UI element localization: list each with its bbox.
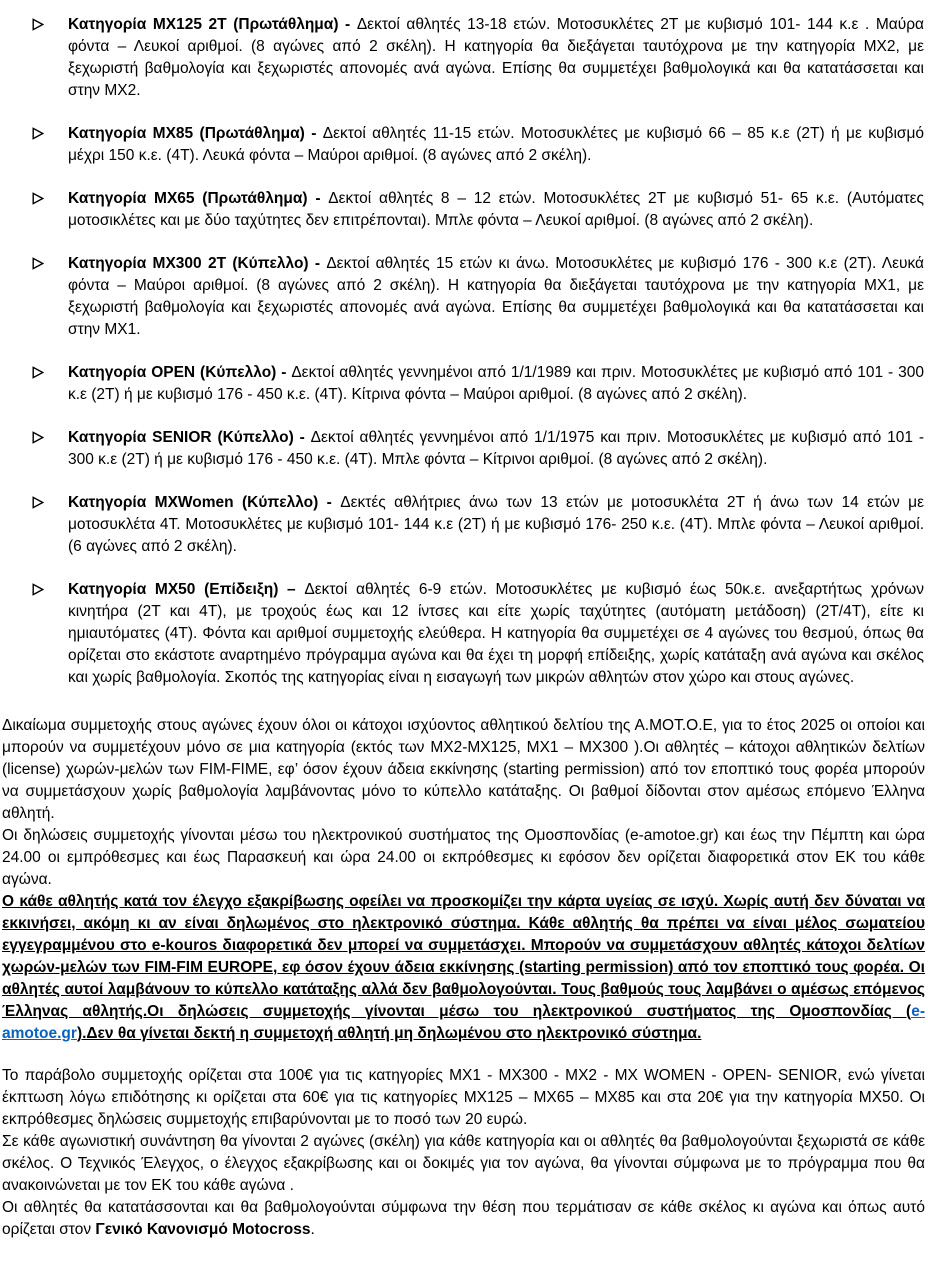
paragraph-classification [2,1197,925,1241]
arrow-bullet-icon [32,583,44,596]
paragraph-declarations: Οι δηλώσεις συμμετοχής γίνονται μέσω του ηλεκτρονικού συστήματος της Ομοσπονδίας (e-amotoe.gr) και έως την Πέμπτη και ώρα 24.00 οι εμπρόθεσμες και έως Παρασκευή και ώρα 24.00 οι εκπρόθεσμες κι εφόσον δεν ορίζεται διαφορετικά στον ΕΚ του κάθε αγώνα. [2,827,925,888]
classification-text: Οι αθλητές θα κατατάσσονται και θα βαθμολογούνται σύμφωνα την θέση που τερμάτισαν σε κάθε σκέλος κι αγώνα και όπως αυτό ορίζεται στον [2,1199,925,1238]
category-text: Δεκτοί αθλητές γεννημένοι από 1/1/1975 και πριν. Μοτοσυκλέτες με κυβισμό από 101 - 300 κ.ε (2Τ) ή με κυβισμό 176 - 450 κ.ε. (4Τ). Μπλε φόντα – Κίτρινοι αριθμοί. (8 αγώνες από 2 σκέλη). [68,429,924,468]
paragraph-race-format: Σε κάθε αγωνιστική συνάντηση θα γίνονται 2 αγώνες (σκέλη) για κάθε κατηγορία και οι αθλητές θα βαθμολογούνται ξεχωριστά σε κάθε σκέλος. Ο Τεχνικός Έλεγχος, ο έλεγχος εξακρίβωσης και οι δοκιμές για τον αγώνα, θα γίνονται σύμφωνα με το πρόγραμμα που θα ανακοινώνεται με τον ΕΚ του κάθε αγώνα . [2,1133,925,1194]
arrow-bullet-icon [32,192,44,205]
category-item-mx65 [2,188,925,232]
category-item-open [2,362,925,406]
health-card-text-after: ).Δεν θα γίνεται δεκτή η συμμετοχή αθλητή μη δηλωμένου στο ηλεκτρονικό σύστημα. [76,1025,702,1042]
category-title: Κατηγορία MX65 (Πρωτάθλημα) - [68,190,329,207]
category-text: Δεκτές αθλήτριες άνω των 13 ετών με μοτοσυκλέτα 2T ή άνω των 14 ετών με μοτοσυκλέτα 4T. Μοτοσυκλέτες με κυβισμό 101- 144 κ.ε (2Τ) ή με κυβισμό 176- 250 κ.ε. (4Τ). Μπλε φόντα – Λευκοί αριθμοί. (6 αγώνες από 2 σκέλη). [68,494,924,555]
arrow-bullet-icon [32,496,44,509]
paragraph-eligibility: Δικαίωμα συμμετοχής στους αγώνες έχουν όλοι οι κάτοχοι ισχύοντος αθλητικού δελτίου της Α.ΜΟΤ.Ο.Ε, για το έτος 2025 οι οποίοι και μπορούν να συμμετέχουν μόνο σε μια κατηγορία (εκτός των MX2-MX125, MX1 – MX300 ).Οι αθλητές – κάτοχοι αθλητικών δελτίων (license) χωρών-μελών των FIM-FIME, εφ’ όσον έχουν άδεια εκκίνησης (starting permission) από τον εποπτικό τους φορέα μπορούν να συμμετάσχουν χωρίς βαθμολογία λαμβάνοντας μόνο το κύπελλο κατάταξης. Οι βαθμοί δίδονται στον αμέσως επόμενο Έλληνα αθλητή. [2,717,925,822]
classification-text-end: . [310,1221,315,1238]
category-text: Δεκτοί αθλητές γεννημένοι από 1/1/1989 και πριν. Μοτοσυκλέτες με κυβισμό από 101 - 300 κ.ε (2Τ) ή με κυβισμό 176 - 450 κ.ε. (4Τ). Κίτρινα φόντα – Μαύροι αριθμοί. (8 αγώνες από 2 σκέλη). [68,364,924,403]
category-title: Κατηγορία MX125 2T (Πρωτάθλημα) - [68,16,357,33]
health-card-text-before: Ο κάθε αθλητής κατά τον έλεγχο εξακρίβωσης οφείλει να προσκομίζει την κάρτα υγείας σε ισχύ. Χωρίς αυτή δεν δύναται να εκκινήσει, ακόμη κι αν είναι δηλωμένος στο ηλεκτρονικό σύστημα. Κάθε αθλητής θα πρέπει να είναι μέλος σωματείου εγγεγραμμένου στο e-kouros διαφορετικά δεν μπορεί να συμμετάσχει. Μπορούν να συμμετάσχουν αθλητές κάτοχοι δελτίων χωρών-μελών των FIM-FIM EUROPE, εφ όσον έχουν άδεια εκκίνησης (starting permission) από τον εποπτικό τους φορέα. Οι αθλητές αυτοί λαμβάνουν το κύπελλο κατάταξης αλλά δεν βαθμολογούνται. Τους βαθμούς τους λαμβάνει ο αμέσως επόμενος Έλληνας αθλητής.Οι δηλώσεις συμμετοχής γίνονται μέσω του ηλεκτρονικού συστήματος της Ομοσπονδίας ( [2,893,925,1020]
category-text: Δεκτοί αθλητές 11-15 ετών. Μοτοσυκλέτες με κυβισμό 66 – 85 κ.ε (2Τ) ή με κυβισμό μέχρι 150 κ.ε. (4Τ). Λευκά φόντα – Μαύροι αριθμοί. (8 αγώνες από 2 σκέλη). [68,125,925,164]
arrow-bullet-icon [32,257,44,270]
e-amotoe-link[interactable]: e-amotoe.gr [2,1003,925,1042]
category-list [2,14,925,689]
category-title: Κατηγορία SENIOR (Κύπελλο) - [68,429,311,446]
category-item-mx85 [2,123,925,167]
category-item-mx50 [2,579,925,689]
arrow-bullet-icon [32,431,44,444]
category-text: Δεκτοί αθλητές 13-18 ετών. Μοτοσυκλέτες 2T με κυβισμό 101- 144 κ.ε . Μαύρα φόντα – Λευκοί αριθμοί. (8 αγώνες από 2 σκέλη). Η κατηγορία θα διεξάγεται ταυτόχρονα με την κατηγορία MX2, με ξεχωριστή βαθμολογία και ξεχωριστές απονομές ανά αγώνα. Επίσης θα συμμετέχει βαθμολογικά και θα κατατάσσεται και στην MX2. [68,16,925,99]
paragraph-health-card [2,891,925,1045]
category-title: Κατηγορία MXWomen (Κύπελλο) - [68,494,341,511]
category-title: Κατηγορία OPEN (Κύπελλο) - [68,364,292,381]
category-title: Κατηγορία MX85 (Πρωτάθλημα) - [68,125,323,142]
paragraph-fees: Το παράβολο συμμετοχής ορίζεται στα 100€ για τις κατηγορίες MX1 - MX300 - MX2 - MX WOMEN - OPEN- SENIOR, ενώ γίνεται έκπτωση λόγω επιδότησης κι ορίζεται στα 60€ για τις κατηγορίες MX125 – MX65 – MX85 και στα 20€ για την κατηγορία MX50. Οι εκπρόθεσμες δηλώσεις συμμετοχής επιβαρύνονται με το ποσό των 20 ευρώ. [2,1067,925,1128]
category-item-mxwomen [2,492,925,558]
category-item-senior [2,427,925,471]
category-text: Δεκτοί αθλητές 15 ετών κι άνω. Μοτοσυκλέτες με κυβισμό 176 - 300 κ.ε (2Τ). Λευκά φόντα – Μαύροι αριθμοί. (8 αγώνες από 2 σκέλη). Η κατηγορία θα διεξάγεται ταυτόχρονα με την κατηγορία MX1, με ξεχωριστή βαθμολογία και ξεχωριστές απονομές ανά αγώνα. Επίσης θα συμμετέχει βαθμολογικά και θα κατατάσσεται και στην MX1. [68,255,924,338]
category-text: Δεκτοί αθλητές 8 – 12 ετών. Μοτοσυκλέτες 2T με κυβισμό 51- 65 κ.ε. (Αυτόματες μοτοσικλέτες και με δύο ταχύτητες δεν επιτρέπονται). Μπλε φόντα – Λευκοί αριθμοί. (8 αγώνες από 2 σκέλη). [68,190,924,229]
category-item-mx125 [2,14,925,102]
classification-bold-reference: Γενικό Κανονισμό Motocross [95,1221,311,1238]
arrow-bullet-icon [32,366,44,379]
category-title: Κατηγορία MX50 (Επίδειξη) – [68,581,305,598]
category-text: Δεκτοί αθλητές 6-9 ετών. Μοτοσυκλέτες με κυβισμό έως 50κ.ε. ανεξαρτήτως χρόνων κινητήρα (2Τ και 4Τ), με τροχούς έως και 12 ίντσες και είτε χωρίς ταχύτητες (αυτόματη μετάδοση) (2Τ/4Τ), είτε κι ημιαυτόματες (4Τ). Φόντα και αριθμοί συμμετοχής ελεύθερα. Η κατηγορία θα συμμετέχει σε 4 αγώνες του θεσμού, όπως θα ορίζεται στο εκάστοτε αναρτημένο πρόγραμμα αγώνα και θα έχει τη μορφή επίδειξης, χωρίς κατάταξη ανά αγώνα και σκέλος και χωρίς βαθμολογία. Σκοπός της κατηγορίας είναι η εισαγωγή των μικρών αθλητών στον χώρο και στους αγώνες. [68,581,924,686]
arrow-bullet-icon [32,127,44,140]
category-title: Κατηγορία MX300 2T (Κύπελλο) - [68,255,327,272]
arrow-bullet-icon [32,18,44,31]
category-item-mx300 [2,253,925,341]
